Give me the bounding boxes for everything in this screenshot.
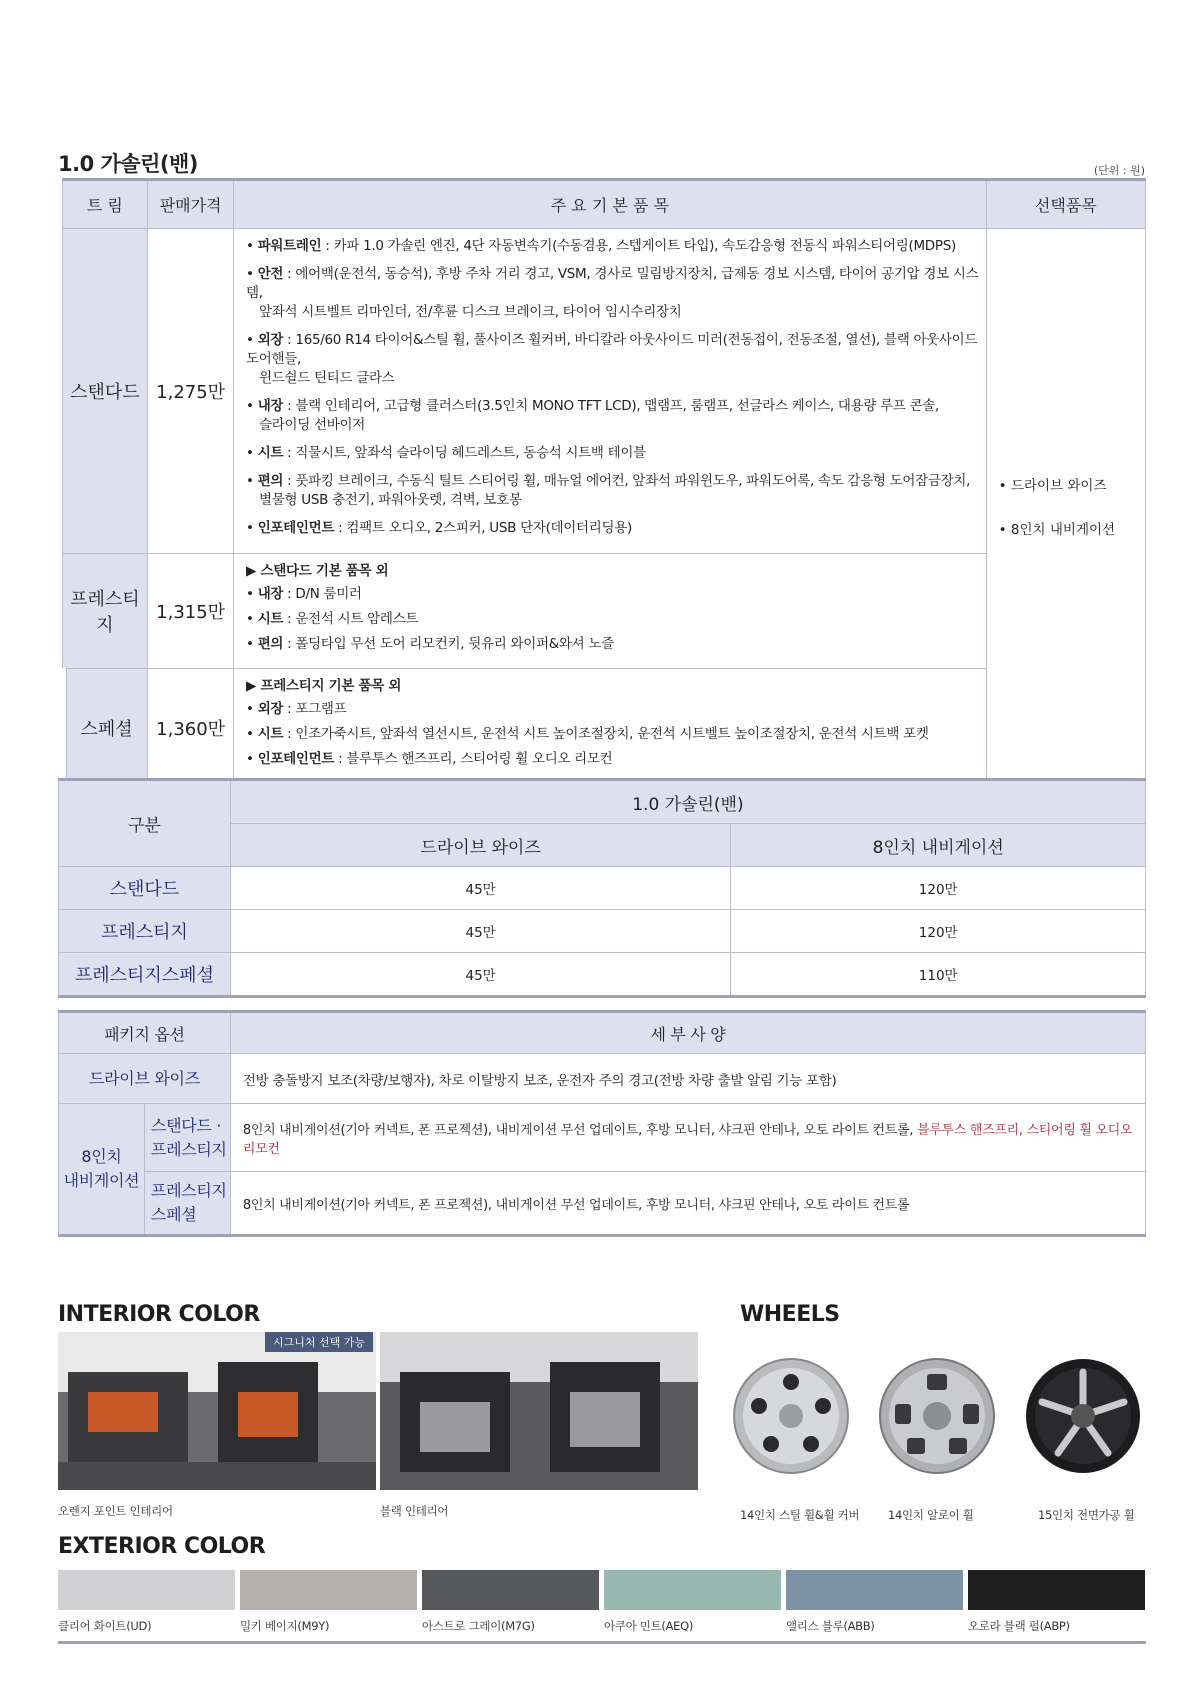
color-caption: 오로라 블랙 펄(ABP): [968, 1619, 1070, 1633]
header-engine: 1.0 가솔린(밴): [230, 780, 1145, 824]
header-options: 선택품목: [986, 180, 1145, 229]
feature-line: • 편의 : 풋파킹 브레이크, 수동식 틸트 스티어링 휠, 매뉴얼 에어컨, 앞좌석 파워윈도우, 파워도어록, 속도 감응형 도어잠금장치, 별물형 USB 충전기, 파워아웃렛, 격벽, 보호봉: [246, 473, 971, 508]
interior-caption: 블랙 인테리어: [380, 1504, 449, 1518]
cell-value: 120만: [731, 867, 1146, 910]
option-price-table: [58, 778, 1146, 998]
header-package: 패키지 옵션: [59, 1012, 231, 1054]
trim-prestige: 프레스티지: [62, 554, 148, 669]
feature-line: • 외장 : 포그램프: [246, 701, 347, 717]
features-standard: [234, 229, 987, 554]
package-desc: 전방 충돌방지 보조(차량/보행자), 차로 이탈방지 보조, 운전자 주의 경고(전방 차량 출발 알림 기능 포함): [230, 1054, 1145, 1104]
color-caption: 아쿠아 민트(AEQ): [604, 1619, 694, 1633]
sub-name-line: 스탠다드 ·: [150, 1115, 222, 1135]
table-row: [59, 910, 1146, 953]
sub-name-line: 프레스티지: [150, 1181, 227, 1200]
color-swatch: [240, 1570, 417, 1610]
header-trim: 트 림: [62, 180, 148, 229]
cell-value: 45만: [230, 867, 731, 910]
features-heading: ▶ 스탠다드 기본 품목 외: [246, 563, 389, 579]
wheel-caption: 15인치 전면가공 휠: [1038, 1508, 1135, 1522]
trim-special: 스페셜: [62, 669, 148, 788]
row-trim: 프레스티지: [59, 910, 231, 953]
feature-line: • 파워트레인 : 카파 1.0 가솔린 엔진, 4단 자동변속기(수동겸용, 스텝게이트 타입), 속도감응형 전동식 파워스티어링(MDPS): [246, 238, 956, 254]
color-swatch: [58, 1570, 235, 1610]
navi-sub-standard: [144, 1104, 230, 1172]
features-prestige: [234, 554, 987, 669]
cell-value: 45만: [230, 953, 731, 997]
header-category: 구분: [59, 780, 231, 867]
features-heading: ▶ 프레스티지 기본 품목 외: [246, 678, 402, 694]
wheel-caption: 14인치 알로이 휠: [888, 1508, 974, 1522]
wheel-alloy-icon: [879, 1358, 995, 1474]
package-drive-wise: 드라이브 와이즈: [59, 1054, 231, 1104]
option-item: • 드라이브 와이즈: [998, 477, 1107, 494]
interior-title: INTERIOR COLOR: [58, 1302, 260, 1327]
package-navigation: [59, 1104, 145, 1236]
exterior-title: EXTERIOR COLOR: [58, 1534, 266, 1559]
package-desc: 8인치 내비게이션(기아 커넥트, 폰 프로젝션), 내비게이션 무선 업데이트, 후방 모니터, 샤크핀 안테나, 오토 라이트 컨트롤, 블루투스 핸즈프리, 스티어링 휠 오디오 리모컨: [230, 1104, 1145, 1172]
bottom-divider: [58, 1641, 1146, 1644]
option-item: • 8인치 내비게이션: [998, 521, 1116, 538]
color-swatch: [968, 1570, 1145, 1610]
features-special: [234, 669, 987, 788]
feature-line: • 안전 : 에어백(운전석, 동승석), 후방 주차 거리 경고, VSM, 경사로 밀림방지장치, 급제동 경보 시스템, 타이어 공기압 경보 시스템, 앞좌석 시트벨트 리마인더, 전/후륜 디스크 브레이크, 타이어 임시수리장치: [246, 266, 979, 320]
trim-table: [58, 178, 1146, 789]
package-table: [58, 1010, 1146, 1237]
color-caption: 앨리스 블루(ABB): [786, 1619, 875, 1633]
wheel-machined-icon: [1025, 1358, 1141, 1474]
navi-sub-special: [144, 1172, 230, 1236]
options-cell: [986, 229, 1145, 788]
wheel-steel-icon: [733, 1358, 849, 1474]
feature-line: • 시트 : 운전석 시트 암레스트: [246, 611, 419, 627]
package-desc: 8인치 내비게이션(기아 커넥트, 폰 프로젝션), 내비게이션 무선 업데이트, 후방 모니터, 샤크핀 안테나, 오토 라이트 컨트롤: [230, 1172, 1145, 1236]
color-caption: 클리어 화이트(UD): [58, 1619, 152, 1633]
interior-photo-orange: [58, 1332, 376, 1490]
feature-line: • 내장 : D/N 룸미러: [246, 586, 362, 602]
color-caption: 밀키 베이지(M9Y): [240, 1619, 330, 1633]
unit-label: (단위 : 원): [1093, 164, 1145, 177]
price-special: 1,360만: [148, 669, 234, 788]
sub-name-line: 프레스티지: [150, 1139, 227, 1159]
feature-line: • 시트 : 인조가죽시트, 앞좌석 열선시트, 운전석 시트 높이조절장치, 운전석 시트벨트 높이조절장치, 운전석 시트백 포켓: [246, 726, 929, 742]
header-drive-wise: 드라이브 와이즈: [230, 824, 731, 867]
cell-value: 120만: [731, 910, 1146, 953]
color-swatch: [422, 1570, 599, 1610]
color-swatch: [786, 1570, 963, 1610]
interior-caption: 오렌지 포인트 인테리어: [58, 1504, 173, 1518]
header-price: 판매가격: [148, 180, 234, 229]
row-trim: 프레스티지스페셜: [59, 953, 231, 997]
cell-value: 45만: [230, 910, 731, 953]
wheel-caption: 14인치 스틸 휠&휠 커버: [740, 1508, 860, 1522]
header-details: 세 부 사 양: [230, 1012, 1145, 1054]
color-swatch: [604, 1570, 781, 1610]
trim-standard: 스탠다드: [62, 229, 148, 554]
interior-photo-black: [380, 1332, 698, 1490]
feature-line: • 인포테인먼트 : 컴팩트 오디오, 2스피커, USB 단자(데이터리딩용): [246, 520, 632, 536]
price-prestige: 1,315만: [148, 554, 234, 669]
sub-name-line: 스페셜: [150, 1205, 197, 1224]
color-caption: 아스트로 그레이(M7G): [422, 1619, 535, 1633]
row-trim: 스탠다드: [59, 867, 231, 910]
signature-badge: 시그니처 선택 가능: [265, 1332, 373, 1352]
header-navigation: 8인치 내비게이션: [731, 824, 1146, 867]
header-features: 주 요 기 본 품 목: [234, 180, 987, 229]
table-row: [59, 953, 1146, 997]
feature-line: • 외장 : 165/60 R14 타이어&스틸 휠, 풀사이즈 휠커버, 바디칼라 아웃사이드 미러(전동접이, 전동조절, 열선), 블랙 아웃사이드 도어핸들, 윈드쉴드 틴티드 글라스: [246, 332, 978, 386]
table-row: [59, 867, 1146, 910]
feature-line: • 시트 : 직물시트, 앞좌석 슬라이딩 헤드레스트, 동승석 시트백 테이블: [246, 445, 646, 461]
feature-line: • 내장 : 블랙 인테리어, 고급형 클러스터(3.5인치 MONO TFT LCD), 맵램프, 룸램프, 선글라스 케이스, 대용량 루프 콘솔, 슬라이딩 선바이저: [246, 398, 940, 433]
feature-line: • 편의 : 폴딩타입 무선 도어 리모컨키, 뒷유리 와이퍼&와셔 노즐: [246, 636, 614, 652]
package-name-line: 내비게이션: [63, 1171, 140, 1190]
package-name-line: 8인치: [81, 1147, 122, 1166]
wheels-title: WHEELS: [740, 1302, 840, 1327]
page-title: 1.0 가솔린(밴): [58, 152, 198, 176]
feature-line: • 인포테인먼트 : 블루투스 핸즈프리, 스티어링 휠 오디오 리모컨: [246, 751, 613, 767]
cell-value: 110만: [731, 953, 1146, 997]
price-standard: 1,275만: [148, 229, 234, 554]
